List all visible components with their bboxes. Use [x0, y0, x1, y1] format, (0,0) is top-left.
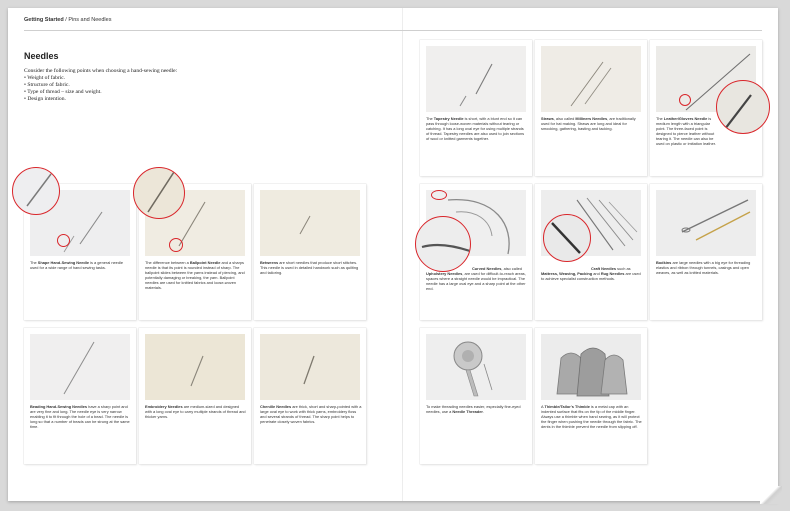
- caption-text: and a sharps needle is that its point is rounded instead of sharp. The ballpoint slides between the yarns instead of piercing, and potentially damaging or breaking, the yarn. Ballpoint needles are used for knitted fabrics and loose-woven materials.: [145, 260, 245, 290]
- running-head: [24, 17, 111, 23]
- beading-needle-caption: [30, 404, 132, 429]
- caption-text: is a general needle used for a wide range of hand sewing tasks.: [30, 260, 124, 270]
- caption-text: , are traditionally used for hat making. Straws are long and ideal for smocking, gathering, basting and tacking.: [541, 116, 636, 131]
- intro-text: [24, 68, 264, 103]
- caption-term: Embroidery Needles: [145, 404, 183, 409]
- caption-text: The: [426, 116, 434, 121]
- section-title: Needles: [24, 51, 59, 61]
- caption-text: , also called: [501, 266, 522, 271]
- caption-term: Tapestry Needle: [433, 116, 464, 121]
- craft-needles-zoom: [543, 214, 591, 262]
- curved-needle-zoom-marker: [431, 190, 447, 200]
- card-embroidery-needle: [139, 328, 251, 464]
- caption-text: are used to achieve specialist construction methods.: [541, 271, 641, 281]
- running-head-subsection: Pins and Needles: [68, 17, 112, 23]
- ballpoint-needle-zoom: [133, 167, 185, 219]
- page-curl: [760, 486, 782, 504]
- intro-point: • Weight of fabric.: [24, 75, 264, 82]
- caption-term: Curved Needles: [472, 266, 502, 271]
- shape-needle-caption: [30, 260, 132, 270]
- intro-point: • Design intention.: [24, 96, 264, 103]
- intro-points: [24, 75, 264, 103]
- shape-needle-zoom-marker: [57, 234, 70, 247]
- leather-needle-caption: [656, 116, 720, 146]
- caption-text: The difference between a: [145, 260, 190, 265]
- caption-text: are thick, short and sharp-pointed with a large oval eye to work with thick yarns, embroidery floss and several strands of thread. The sharp point helps to penetrate closely woven fabrics.: [260, 404, 362, 424]
- caption-text: To make threading needles easier, especially fine-eyed needles, use a: [426, 404, 521, 414]
- curved-needle-caption: [426, 266, 528, 291]
- caption-term: Mattress, Weaving, Packing: [541, 271, 593, 276]
- embroidery-needle-caption: [145, 404, 247, 419]
- caption-term: Chenille Needles: [260, 404, 292, 409]
- running-head-separator: /: [63, 17, 69, 23]
- bodkins-photo: [656, 190, 756, 256]
- caption-term: Beading Hand-Sewing Needles: [30, 404, 88, 409]
- caption-text: have a sharp point and are very fine and long. The needle eye is very narrow enabling it to fit through the hole of a bead. The needle is long so that a number of beads can be strung at the same time.: [30, 404, 130, 429]
- caption-text: is a metal cap with an indented surface that fits on the tip of the middle finger. Always use a thimble when hand sewing, as it will protect the finger when pushing the needle through the fabric. The dents in the thimble prevent the needle from slipping off.: [541, 404, 642, 429]
- intro-point: • Structure of fabric.: [24, 82, 264, 89]
- caption-text: , also called: [553, 116, 576, 121]
- card-thimble: [535, 328, 647, 464]
- intro-point: • Type of thread – size and weight.: [24, 89, 264, 96]
- caption-term: Rug Needles: [600, 271, 625, 276]
- ballpoint-needle-zoom-marker: [169, 238, 183, 252]
- card-shape-needle: [24, 184, 136, 320]
- card-needle-threader: [420, 328, 532, 464]
- needle-threader-photo: [426, 334, 526, 400]
- caption-text: are medium-sized and designed with a long oval eye to carry multiple strands of thread and thicker yarns.: [145, 404, 246, 419]
- thimble-caption: [541, 404, 643, 429]
- running-head-section: Getting Started: [24, 17, 64, 23]
- page-fold: [402, 8, 403, 501]
- book-spread: [8, 8, 778, 501]
- caption-text: is short, with a blunt end so it can pass through loose-woven materials without tearing or catching. It has a long oval eye for using multiple strands of thread. Tapestry needles are also used to join sections of wool or knitted garments together.: [426, 116, 525, 141]
- header-rule: [24, 30, 762, 31]
- caption-term: Milliners Needles: [575, 116, 608, 121]
- caption-term: Upholstery Needles: [426, 271, 463, 276]
- leather-needle-zoom-marker: [679, 94, 691, 106]
- caption-term: Thimble/Tailor's Thimble: [544, 404, 590, 409]
- thimble-photo: [541, 334, 641, 400]
- beading-needle-photo: [30, 334, 130, 400]
- bodkins-caption: [656, 260, 758, 275]
- curved-needle-zoom: [415, 216, 471, 272]
- straws-needle-photo: [541, 46, 641, 112]
- card-craft-needles: [535, 184, 647, 320]
- craft-needles-caption: [541, 266, 643, 281]
- shape-needle-zoom: [12, 167, 60, 215]
- caption-text: are short needles that produce short stitches. This needle is used in detailed handwork such as quilting and tailoring.: [260, 260, 359, 275]
- card-bodkins: [650, 184, 762, 320]
- caption-text: are large needles with a big eye for threading elastics and ribbon through tunnels, casings and open weaves, as well as knitted materials.: [656, 260, 751, 275]
- caption-text: The: [30, 260, 38, 265]
- card-curved-needle: [420, 184, 532, 320]
- caption-text: A: [541, 404, 545, 409]
- needle-threader-caption: [426, 404, 528, 414]
- card-ballpoint-needle: [139, 184, 251, 320]
- card-leather-needle: [650, 40, 762, 176]
- card-betweens-needle: [254, 184, 366, 320]
- caption-text: is medium length with a triangular point. The three-faced point is designed to pierce leather without tearing it. The needle can also be used on plastic or imitation leather.: [656, 116, 716, 146]
- card-straws-needle: [535, 40, 647, 176]
- caption-term: Bodkins: [656, 260, 672, 265]
- caption-term: Straws: [541, 116, 554, 121]
- card-beading-needle: [24, 328, 136, 464]
- caption-term: Craft Needles: [591, 266, 617, 271]
- card-tapestry-needle: [420, 40, 532, 176]
- card-chenille-needle: [254, 328, 366, 464]
- caption-term: Leather/Glovers Needle: [663, 116, 708, 121]
- betweens-needle-caption: [260, 260, 362, 275]
- chenille-needle-photo: [260, 334, 360, 400]
- caption-text: .: [482, 409, 484, 414]
- betweens-needle-photo: [260, 190, 360, 256]
- caption-text: such as: [616, 266, 631, 271]
- caption-term: Ballpoint Needle: [189, 260, 221, 265]
- ballpoint-needle-caption: [145, 260, 247, 290]
- caption-term: Betweens: [260, 260, 279, 265]
- tapestry-needle-caption: [426, 116, 528, 141]
- caption-text: The: [656, 116, 664, 121]
- straws-needle-caption: [541, 116, 643, 131]
- intro-lead: Consider the following points when choosing a hand-sewing needle:: [24, 68, 178, 74]
- tapestry-needle-photo: [426, 46, 526, 112]
- caption-term: Needle Threader: [452, 409, 483, 414]
- caption-text: and: [592, 271, 601, 276]
- caption-term: Shape Hand-Sewing Needle: [37, 260, 90, 265]
- leather-needle-zoom: [716, 80, 770, 134]
- chenille-needle-caption: [260, 404, 362, 424]
- embroidery-needle-photo: [145, 334, 245, 400]
- caption-text: , are used for difficult-to-reach areas, spaces where a straight needle would be impractical. The needle has a large oval eye and a sharp point at the other end.: [426, 271, 526, 291]
